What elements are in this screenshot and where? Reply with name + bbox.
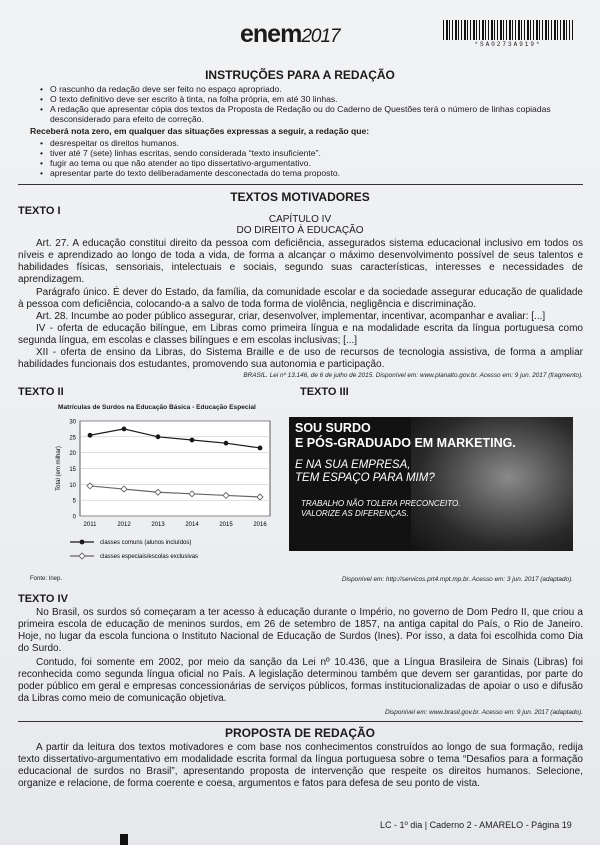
line-chart bbox=[30, 413, 280, 573]
legend-marker bbox=[79, 553, 85, 559]
y-tick-label: 30 bbox=[69, 419, 76, 426]
y-tick-label: 15 bbox=[69, 467, 76, 473]
x-tick-label: 2011 bbox=[83, 522, 97, 528]
texto-1-paragrafo-unico: Parágrafo único. É dever do Estado, da família, da comunidade escolar e da sociedade assegurar educação de qualidade à pessoa com deficiência, colocando-a a salvo de toda forma de violência, negligência e discriminação. bbox=[18, 287, 583, 310]
page-footer: LC - 1º dia | Caderno 2 - AMARELO - Página 19 bbox=[380, 820, 572, 830]
ad-slogan: TRABALHO NÃO TOLERA PRECONCEITO. VALORIZE AS DIFERENÇAS. bbox=[301, 499, 461, 518]
legend-label: classes especiais/escolas exclusivas bbox=[100, 554, 199, 561]
campaign-ad bbox=[289, 417, 573, 551]
zero-item: • desrespeitar os direitos humanos. bbox=[40, 138, 580, 148]
y-tick-label: 10 bbox=[69, 482, 76, 489]
zero-heading: Receberá nota zero, em qualquer das situações expressas a seguir, a redação que: bbox=[30, 126, 370, 136]
texto-2-label: TEXTO II bbox=[18, 386, 64, 398]
texto-4-p2: Contudo, foi somente em 2002, por meio da sanção da Lei nº 10.436, que a Língua Brasileira de Sinais (Libras) foi reconhecida como segunda língua oficial no País. A legislação determinou também que devem ser garantidas, por parte do poder público em geral e empresas concessionárias de serviços públicos, formas institucionalizadas de apoiar o uso e difusão da Libras como meio de comunicação objetiva. bbox=[18, 657, 583, 704]
texto-1-item-xii: XII - oferta de ensino da Libras, do Sistema Braille e de uso de recursos de tecnologia assistiva, de forma a ampliar habilidades funcionais dos estudantes, promovendo sua autonomia e participação. bbox=[18, 347, 583, 370]
zero-item: • apresentar parte do texto deliberadamente desconectada do tema proposto. bbox=[40, 168, 580, 178]
zero-item: • fugir ao tema ou que não atender ao tipo dissertativo-argumentativo. bbox=[40, 158, 580, 168]
instructions-title: INSTRUÇÕES PARA A REDAÇÃO bbox=[205, 68, 395, 82]
texto-1-art27: Art. 27. A educação constitui direito da pessoa com deficiência, assegurados sistema educacional inclusivo em todos os níveis e aprendizado ao longo de toda a vida, de forma a alcançar o máximo desenvolvimento possível de seus talentos e habilidades físicas, sensoriais, intelectuais e sociais, segundo suas características, interesses e necessidades de aprendizagem. bbox=[18, 238, 583, 285]
instruction-item: • A redação que apresentar cópia dos textos da Proposta de Redação ou do Caderno de Questões terá o número de linhas copiadas desconsiderado para efeito de correção. bbox=[40, 104, 580, 124]
texto-3-source: Disponível em: http://servicos.prt4.mpt.mp.br. Acesso em: 3 jun. 2017 (adaptado). bbox=[341, 576, 573, 583]
texto-1-art28: Art. 28. Incumbe ao poder público assegurar, criar, desenvolver, implementar, incentivar, acompanhar e avaliar: [...] bbox=[36, 311, 546, 322]
proposal-title: PROPOSTA DE REDAÇÃO bbox=[224, 726, 375, 740]
barcode-code: *SA0273A919* bbox=[474, 41, 542, 48]
texto-4-label: TEXTO IV bbox=[18, 593, 68, 605]
texto-4-source: Disponível em: www.brasil.gov.br. Acesso em: 9 jun. 2017 (adaptado). bbox=[385, 709, 583, 716]
registration-mark bbox=[120, 834, 128, 845]
legend-label: classes comuns (alunos incluídos) bbox=[100, 540, 192, 547]
divider bbox=[18, 184, 583, 185]
chapter-title: CAPÍTULO IV bbox=[268, 214, 332, 225]
data-point bbox=[224, 441, 229, 446]
data-point bbox=[88, 433, 93, 438]
data-point bbox=[156, 434, 161, 439]
instructions-list bbox=[40, 84, 580, 124]
x-tick-label: 2015 bbox=[219, 522, 233, 528]
texto-4-p1: No Brasil, os surdos só começaram a ter acesso à educação durante o Império, no governo de Dom Pedro II, que criou a primeira escola de educação de meninos surdos, em 26 de setembro de 1857, na antiga capital do País, o Rio de Janeiro. Hoje, no lugar da escola funciona o Instituto Nacional de Educação de Surdos (Ines). Por isso, a data foi escolhida como Dia do Surdo. bbox=[18, 607, 583, 654]
texto-1-label: TEXTO I bbox=[18, 205, 61, 217]
data-point bbox=[258, 446, 263, 451]
divider bbox=[18, 721, 583, 722]
instruction-item: • O texto definitivo deve ser escrito à tinta, na folha própria, em até 30 linhas. bbox=[40, 94, 580, 104]
proposal-text: A partir da leitura dos textos motivadores e com base nos conhecimentos construídos ao longo de sua formação, redija texto dissertativo-argumentativo em modalidade escrita formal da língua portuguesa sobre o tema “Desafios para a formação educacional de surdos no Brasil”, apresentando proposta de intervenção que respeite os direitos humanos. Selecione, organize e relacione, de forma coerente e coesa, argumentos e fatos para defesa de seu ponto de vista. bbox=[18, 742, 583, 789]
motivating-title: TEXTOS MOTIVADORES bbox=[230, 190, 370, 204]
ad-headline: SOU SURDO E PÓS-GRADUADO EM MARKETING. bbox=[295, 421, 516, 450]
texto-3-label: TEXTO III bbox=[300, 386, 349, 398]
x-tick-label: 2012 bbox=[117, 522, 131, 528]
chapter-subtitle: DO DIREITO À EDUCAÇÃO bbox=[236, 225, 364, 236]
enem-logo: enem2017 bbox=[240, 20, 340, 48]
y-tick-label: 25 bbox=[69, 435, 76, 442]
x-tick-label: 2016 bbox=[253, 522, 267, 528]
y-tick-label: 5 bbox=[72, 498, 76, 505]
y-tick-label: 20 bbox=[69, 451, 76, 458]
texto-1-source: BRASIL. Lei nº 13.146, de 6 de julho de 2015. Disponível em: www.planalto.gov.br. Acesso em: 9 jun. 2017 (fragmento). bbox=[243, 372, 583, 379]
y-tick-label: 0 bbox=[72, 514, 76, 521]
ad-question: E NA SUA EMPRESA, TEM ESPAÇO PARA MIM? bbox=[295, 459, 435, 484]
x-tick-label: 2013 bbox=[151, 522, 165, 528]
instruction-item: • O rascunho da redação deve ser feito no espaço apropriado. bbox=[40, 84, 580, 94]
x-tick-label: 2014 bbox=[185, 522, 199, 528]
data-point bbox=[122, 427, 127, 432]
texto-2-source: Fonte: Inep. bbox=[30, 576, 63, 582]
legend-marker bbox=[80, 540, 85, 545]
data-point bbox=[190, 438, 195, 443]
zero-item: • tiver até 7 (sete) linhas escritas, sendo considerada “texto insuficiente”. bbox=[40, 148, 580, 158]
zero-list bbox=[40, 138, 580, 178]
chart-title: Matrículas de Surdos na Educação Básica - Educação Especial bbox=[58, 404, 256, 411]
y-axis-label: Total (em milhar) bbox=[56, 446, 62, 491]
texto-1-item-iv: IV - oferta de educação bilíngue, em Libras como primeira língua e na modalidade escrita da língua portuguesa como segunda língua, em escolas e classes bilíngues e em escolas inclusivas; [...] bbox=[18, 323, 583, 346]
barcode bbox=[443, 20, 573, 40]
